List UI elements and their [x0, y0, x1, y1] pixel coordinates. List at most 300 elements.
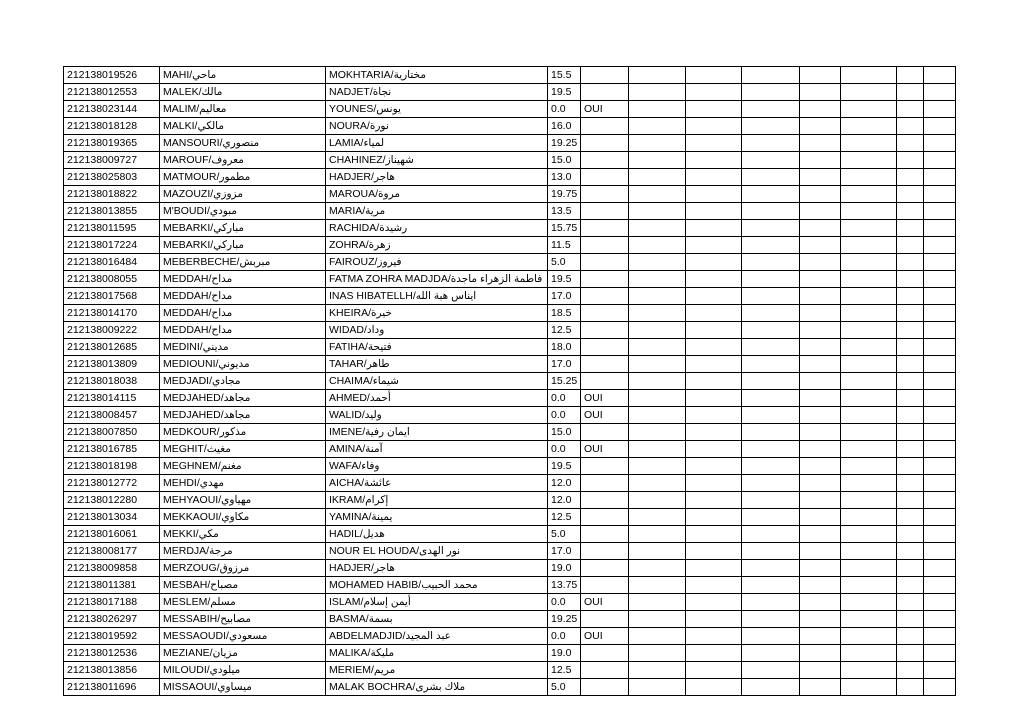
table-row — [64, 169, 956, 186]
empty-cell — [800, 135, 841, 152]
first-name-cell: ISLAM/أيمن إسلام — [326, 594, 548, 611]
registration-number-cell: 212138011595 — [64, 220, 160, 237]
score-cell: 12.0 — [548, 492, 581, 509]
empty-cell — [841, 407, 897, 424]
empty-cell — [742, 152, 800, 169]
empty-cell — [629, 305, 686, 322]
first-name-cell: ABDELMADJID/عبد المجيد — [326, 628, 548, 645]
empty-cell — [629, 577, 686, 594]
table-row — [64, 577, 956, 594]
empty-cell — [924, 67, 956, 84]
registration-number-cell: 212138013809 — [64, 356, 160, 373]
empty-cell — [841, 356, 897, 373]
empty-cell — [924, 645, 956, 662]
absent-cell: OUI — [581, 101, 629, 118]
empty-cell — [841, 254, 897, 271]
empty-cell — [897, 118, 924, 135]
empty-cell — [800, 152, 841, 169]
empty-cell — [686, 271, 742, 288]
table-row — [64, 237, 956, 254]
empty-cell — [800, 169, 841, 186]
absent-cell — [581, 679, 629, 696]
empty-cell — [924, 543, 956, 560]
registration-number-cell: 212138016785 — [64, 441, 160, 458]
table-row — [64, 475, 956, 492]
score-cell: 12.5 — [548, 509, 581, 526]
empty-cell — [924, 407, 956, 424]
empty-cell — [686, 169, 742, 186]
first-name-cell: NADJET/نجاة — [326, 84, 548, 101]
empty-cell — [841, 220, 897, 237]
score-cell: 5.0 — [548, 254, 581, 271]
registration-number-cell: 212138018822 — [64, 186, 160, 203]
empty-cell — [742, 101, 800, 118]
empty-cell — [800, 186, 841, 203]
empty-cell — [841, 560, 897, 577]
empty-cell — [742, 594, 800, 611]
empty-cell — [629, 186, 686, 203]
first-name-cell: AMINA/آمنة — [326, 441, 548, 458]
last-name-cell: MEDDAH/مداح — [160, 322, 326, 339]
empty-cell — [686, 543, 742, 560]
registration-number-cell: 212138014115 — [64, 390, 160, 407]
empty-cell — [686, 645, 742, 662]
empty-cell — [800, 424, 841, 441]
score-cell: 5.0 — [548, 526, 581, 543]
empty-cell — [841, 509, 897, 526]
empty-cell — [742, 67, 800, 84]
score-cell: 13.5 — [548, 203, 581, 220]
empty-cell — [897, 526, 924, 543]
empty-cell — [742, 305, 800, 322]
empty-cell — [686, 237, 742, 254]
last-name-cell: MEDINI/مديني — [160, 339, 326, 356]
empty-cell — [897, 271, 924, 288]
first-name-cell: TAHAR/طاهر — [326, 356, 548, 373]
first-name-cell: CHAHINEZ/شهيناز — [326, 152, 548, 169]
absent-cell — [581, 577, 629, 594]
empty-cell — [629, 594, 686, 611]
empty-cell — [800, 271, 841, 288]
empty-cell — [742, 118, 800, 135]
empty-cell — [629, 458, 686, 475]
first-name-cell: WALID/وليد — [326, 407, 548, 424]
first-name-cell: YAMINA/يمينة — [326, 509, 548, 526]
empty-cell — [686, 424, 742, 441]
last-name-cell: MANSOURI/منصوري — [160, 135, 326, 152]
empty-cell — [800, 509, 841, 526]
first-name-cell: HADJER/هاجر — [326, 169, 548, 186]
empty-cell — [897, 220, 924, 237]
registration-number-cell: 212138023144 — [64, 101, 160, 118]
first-name-cell: KHEIRA/خيرة — [326, 305, 548, 322]
empty-cell — [629, 152, 686, 169]
empty-cell — [897, 560, 924, 577]
last-name-cell: MEDDAH/مداح — [160, 305, 326, 322]
empty-cell — [629, 237, 686, 254]
empty-cell — [841, 526, 897, 543]
first-name-cell: IKRAM/إكرام — [326, 492, 548, 509]
empty-cell — [924, 237, 956, 254]
empty-cell — [841, 577, 897, 594]
empty-cell — [742, 475, 800, 492]
empty-cell — [800, 390, 841, 407]
registration-number-cell: 212138012280 — [64, 492, 160, 509]
empty-cell — [800, 441, 841, 458]
empty-cell — [924, 271, 956, 288]
empty-cell — [629, 424, 686, 441]
absent-cell — [581, 84, 629, 101]
empty-cell — [629, 475, 686, 492]
empty-cell — [924, 220, 956, 237]
first-name-cell: NOUR EL HOUDA/نور الهدى — [326, 543, 548, 560]
empty-cell — [629, 118, 686, 135]
empty-cell — [897, 390, 924, 407]
empty-cell — [897, 509, 924, 526]
empty-cell — [924, 662, 956, 679]
empty-cell — [924, 577, 956, 594]
registration-number-cell: 212138018128 — [64, 118, 160, 135]
empty-cell — [924, 679, 956, 696]
empty-cell — [800, 543, 841, 560]
empty-cell — [629, 67, 686, 84]
empty-cell — [742, 135, 800, 152]
empty-cell — [686, 373, 742, 390]
empty-cell — [742, 407, 800, 424]
last-name-cell: MESSAOUDI/مسعودي — [160, 628, 326, 645]
last-name-cell: MEDKOUR/مذكور — [160, 424, 326, 441]
registration-number-cell: 212138013856 — [64, 662, 160, 679]
registration-number-cell: 212138012536 — [64, 645, 160, 662]
empty-cell — [629, 560, 686, 577]
first-name-cell: YOUNES/يونس — [326, 101, 548, 118]
empty-cell — [686, 67, 742, 84]
registration-number-cell: 212138012772 — [64, 475, 160, 492]
absent-cell — [581, 509, 629, 526]
empty-cell — [800, 594, 841, 611]
empty-cell — [686, 611, 742, 628]
table-row — [64, 679, 956, 696]
absent-cell — [581, 67, 629, 84]
registration-number-cell: 212138018198 — [64, 458, 160, 475]
empty-cell — [629, 662, 686, 679]
empty-cell — [924, 322, 956, 339]
score-cell: 13.0 — [548, 169, 581, 186]
empty-cell — [742, 339, 800, 356]
empty-cell — [897, 84, 924, 101]
absent-cell — [581, 560, 629, 577]
table-row — [64, 203, 956, 220]
first-name-cell: HADJER/هاجر — [326, 560, 548, 577]
registration-number-cell: 212138008457 — [64, 407, 160, 424]
score-cell: 12.0 — [548, 475, 581, 492]
score-cell: 13.75 — [548, 577, 581, 594]
empty-cell — [897, 407, 924, 424]
first-name-cell: MOHAMED HABIB/محمد الحبيب — [326, 577, 548, 594]
empty-cell — [686, 628, 742, 645]
absent-cell: OUI — [581, 628, 629, 645]
empty-cell — [742, 577, 800, 594]
empty-cell — [742, 492, 800, 509]
score-cell: 15.25 — [548, 373, 581, 390]
registration-number-cell: 212138013855 — [64, 203, 160, 220]
empty-cell — [841, 186, 897, 203]
empty-cell — [686, 679, 742, 696]
table-row — [64, 390, 956, 407]
first-name-cell: IMENE/ايمان رفية — [326, 424, 548, 441]
empty-cell — [629, 543, 686, 560]
last-name-cell: MEBARKI/مباركي — [160, 220, 326, 237]
empty-cell — [924, 390, 956, 407]
first-name-cell: MARIA/مرية — [326, 203, 548, 220]
last-name-cell: MEBERBECHE/مبربش — [160, 254, 326, 271]
empty-cell — [800, 662, 841, 679]
empty-cell — [897, 152, 924, 169]
registration-number-cell: 212138013034 — [64, 509, 160, 526]
empty-cell — [800, 84, 841, 101]
empty-cell — [800, 611, 841, 628]
absent-cell — [581, 543, 629, 560]
table-row — [64, 288, 956, 305]
table-row — [64, 135, 956, 152]
empty-cell — [629, 203, 686, 220]
last-name-cell: MEDDAH/مداح — [160, 288, 326, 305]
empty-cell — [686, 594, 742, 611]
empty-cell — [897, 203, 924, 220]
last-name-cell: MALIM/معاليم — [160, 101, 326, 118]
empty-cell — [800, 577, 841, 594]
empty-cell — [924, 628, 956, 645]
registration-number-cell: 212138019592 — [64, 628, 160, 645]
last-name-cell: MAROUF/معروف — [160, 152, 326, 169]
empty-cell — [629, 407, 686, 424]
empty-cell — [742, 509, 800, 526]
table-row — [64, 594, 956, 611]
empty-cell — [629, 645, 686, 662]
empty-cell — [800, 118, 841, 135]
empty-cell — [629, 271, 686, 288]
empty-cell — [800, 339, 841, 356]
empty-cell — [629, 322, 686, 339]
empty-cell — [742, 169, 800, 186]
table-row — [64, 67, 956, 84]
absent-cell — [581, 645, 629, 662]
table-row — [64, 373, 956, 390]
first-name-cell: WIDAD/وداد — [326, 322, 548, 339]
last-name-cell: MAZOUZI/مزوزي — [160, 186, 326, 203]
empty-cell — [742, 679, 800, 696]
registration-number-cell: 212138017568 — [64, 288, 160, 305]
last-name-cell: MEHYAOUI/مهياوي — [160, 492, 326, 509]
empty-cell — [841, 594, 897, 611]
table-row — [64, 101, 956, 118]
empty-cell — [841, 288, 897, 305]
empty-cell — [742, 628, 800, 645]
first-name-cell: AICHA/عائشة — [326, 475, 548, 492]
table-row — [64, 441, 956, 458]
empty-cell — [686, 118, 742, 135]
empty-cell — [897, 577, 924, 594]
last-name-cell: MALEK/مالك — [160, 84, 326, 101]
empty-cell — [841, 118, 897, 135]
score-cell: 11.5 — [548, 237, 581, 254]
table-row — [64, 186, 956, 203]
empty-cell — [924, 526, 956, 543]
absent-cell — [581, 118, 629, 135]
score-cell: 15.5 — [548, 67, 581, 84]
empty-cell — [841, 101, 897, 118]
table-row — [64, 560, 956, 577]
last-name-cell: MEKKI/مكي — [160, 526, 326, 543]
empty-cell — [924, 339, 956, 356]
empty-cell — [800, 254, 841, 271]
empty-cell — [897, 594, 924, 611]
last-name-cell: MISSAOUI/ميساوي — [160, 679, 326, 696]
empty-cell — [800, 492, 841, 509]
empty-cell — [742, 186, 800, 203]
empty-cell — [742, 356, 800, 373]
first-name-cell: INAS HIBATELLH/ايناس هبة الله — [326, 288, 548, 305]
score-cell: 15.0 — [548, 424, 581, 441]
empty-cell — [924, 611, 956, 628]
absent-cell: OUI — [581, 390, 629, 407]
score-cell: 19.5 — [548, 458, 581, 475]
empty-cell — [897, 186, 924, 203]
table-row — [64, 305, 956, 322]
table-row — [64, 271, 956, 288]
absent-cell — [581, 152, 629, 169]
empty-cell — [686, 560, 742, 577]
last-name-cell: M'BOUDI/مبودي — [160, 203, 326, 220]
empty-cell — [924, 169, 956, 186]
empty-cell — [924, 560, 956, 577]
results-table — [63, 66, 956, 696]
score-cell: 19.25 — [548, 611, 581, 628]
empty-cell — [924, 441, 956, 458]
last-name-cell: MERZOUG/مرزوق — [160, 560, 326, 577]
empty-cell — [897, 101, 924, 118]
empty-cell — [924, 288, 956, 305]
score-cell: 19.0 — [548, 560, 581, 577]
empty-cell — [897, 611, 924, 628]
empty-cell — [686, 152, 742, 169]
empty-cell — [924, 492, 956, 509]
last-name-cell: MEBARKI/مباركي — [160, 237, 326, 254]
empty-cell — [841, 611, 897, 628]
first-name-cell: MERIEM/مريم — [326, 662, 548, 679]
table-row — [64, 118, 956, 135]
absent-cell — [581, 662, 629, 679]
score-cell: 17.0 — [548, 356, 581, 373]
empty-cell — [742, 526, 800, 543]
absent-cell: OUI — [581, 407, 629, 424]
score-cell: 15.0 — [548, 152, 581, 169]
empty-cell — [897, 237, 924, 254]
registration-number-cell: 212138014170 — [64, 305, 160, 322]
absent-cell: OUI — [581, 441, 629, 458]
table-row — [64, 424, 956, 441]
empty-cell — [686, 322, 742, 339]
empty-cell — [897, 645, 924, 662]
empty-cell — [841, 322, 897, 339]
empty-cell — [686, 135, 742, 152]
absent-cell — [581, 458, 629, 475]
empty-cell — [897, 356, 924, 373]
empty-cell — [742, 271, 800, 288]
absent-cell — [581, 373, 629, 390]
absent-cell — [581, 424, 629, 441]
empty-cell — [924, 424, 956, 441]
empty-cell — [841, 662, 897, 679]
last-name-cell: MEGHIT/مغيث — [160, 441, 326, 458]
empty-cell — [841, 169, 897, 186]
absent-cell — [581, 271, 629, 288]
empty-cell — [841, 679, 897, 696]
empty-cell — [841, 628, 897, 645]
empty-cell — [924, 594, 956, 611]
registration-number-cell: 212138012685 — [64, 339, 160, 356]
empty-cell — [629, 220, 686, 237]
empty-cell — [742, 441, 800, 458]
last-name-cell: MEDJAHED/مجاهد — [160, 407, 326, 424]
empty-cell — [629, 169, 686, 186]
absent-cell — [581, 611, 629, 628]
empty-cell — [686, 390, 742, 407]
last-name-cell: MILOUDI/ميلودي — [160, 662, 326, 679]
empty-cell — [800, 560, 841, 577]
empty-cell — [629, 611, 686, 628]
table-row — [64, 356, 956, 373]
empty-cell — [924, 475, 956, 492]
empty-cell — [742, 203, 800, 220]
empty-cell — [800, 101, 841, 118]
score-cell: 19.0 — [548, 645, 581, 662]
registration-number-cell: 212138007850 — [64, 424, 160, 441]
registration-number-cell: 212138008177 — [64, 543, 160, 560]
empty-cell — [800, 67, 841, 84]
last-name-cell: MATMOUR/مطمور — [160, 169, 326, 186]
first-name-cell: MAROUA/مروة — [326, 186, 548, 203]
empty-cell — [742, 237, 800, 254]
absent-cell — [581, 254, 629, 271]
score-cell: 0.0 — [548, 101, 581, 118]
last-name-cell: MEDJAHED/مجاهد — [160, 390, 326, 407]
empty-cell — [841, 373, 897, 390]
last-name-cell: MESSABIH/مصابيح — [160, 611, 326, 628]
empty-cell — [686, 339, 742, 356]
empty-cell — [897, 169, 924, 186]
empty-cell — [800, 373, 841, 390]
registration-number-cell: 212138011696 — [64, 679, 160, 696]
empty-cell — [800, 203, 841, 220]
empty-cell — [800, 679, 841, 696]
table-row — [64, 220, 956, 237]
empty-cell — [897, 458, 924, 475]
absent-cell — [581, 288, 629, 305]
empty-cell — [800, 475, 841, 492]
empty-cell — [742, 254, 800, 271]
empty-cell — [742, 458, 800, 475]
empty-cell — [686, 526, 742, 543]
registration-number-cell: 212138011381 — [64, 577, 160, 594]
table-row — [64, 152, 956, 169]
empty-cell — [841, 543, 897, 560]
empty-cell — [686, 305, 742, 322]
empty-cell — [629, 356, 686, 373]
score-cell: 19.25 — [548, 135, 581, 152]
empty-cell — [924, 305, 956, 322]
registration-number-cell: 212138009222 — [64, 322, 160, 339]
